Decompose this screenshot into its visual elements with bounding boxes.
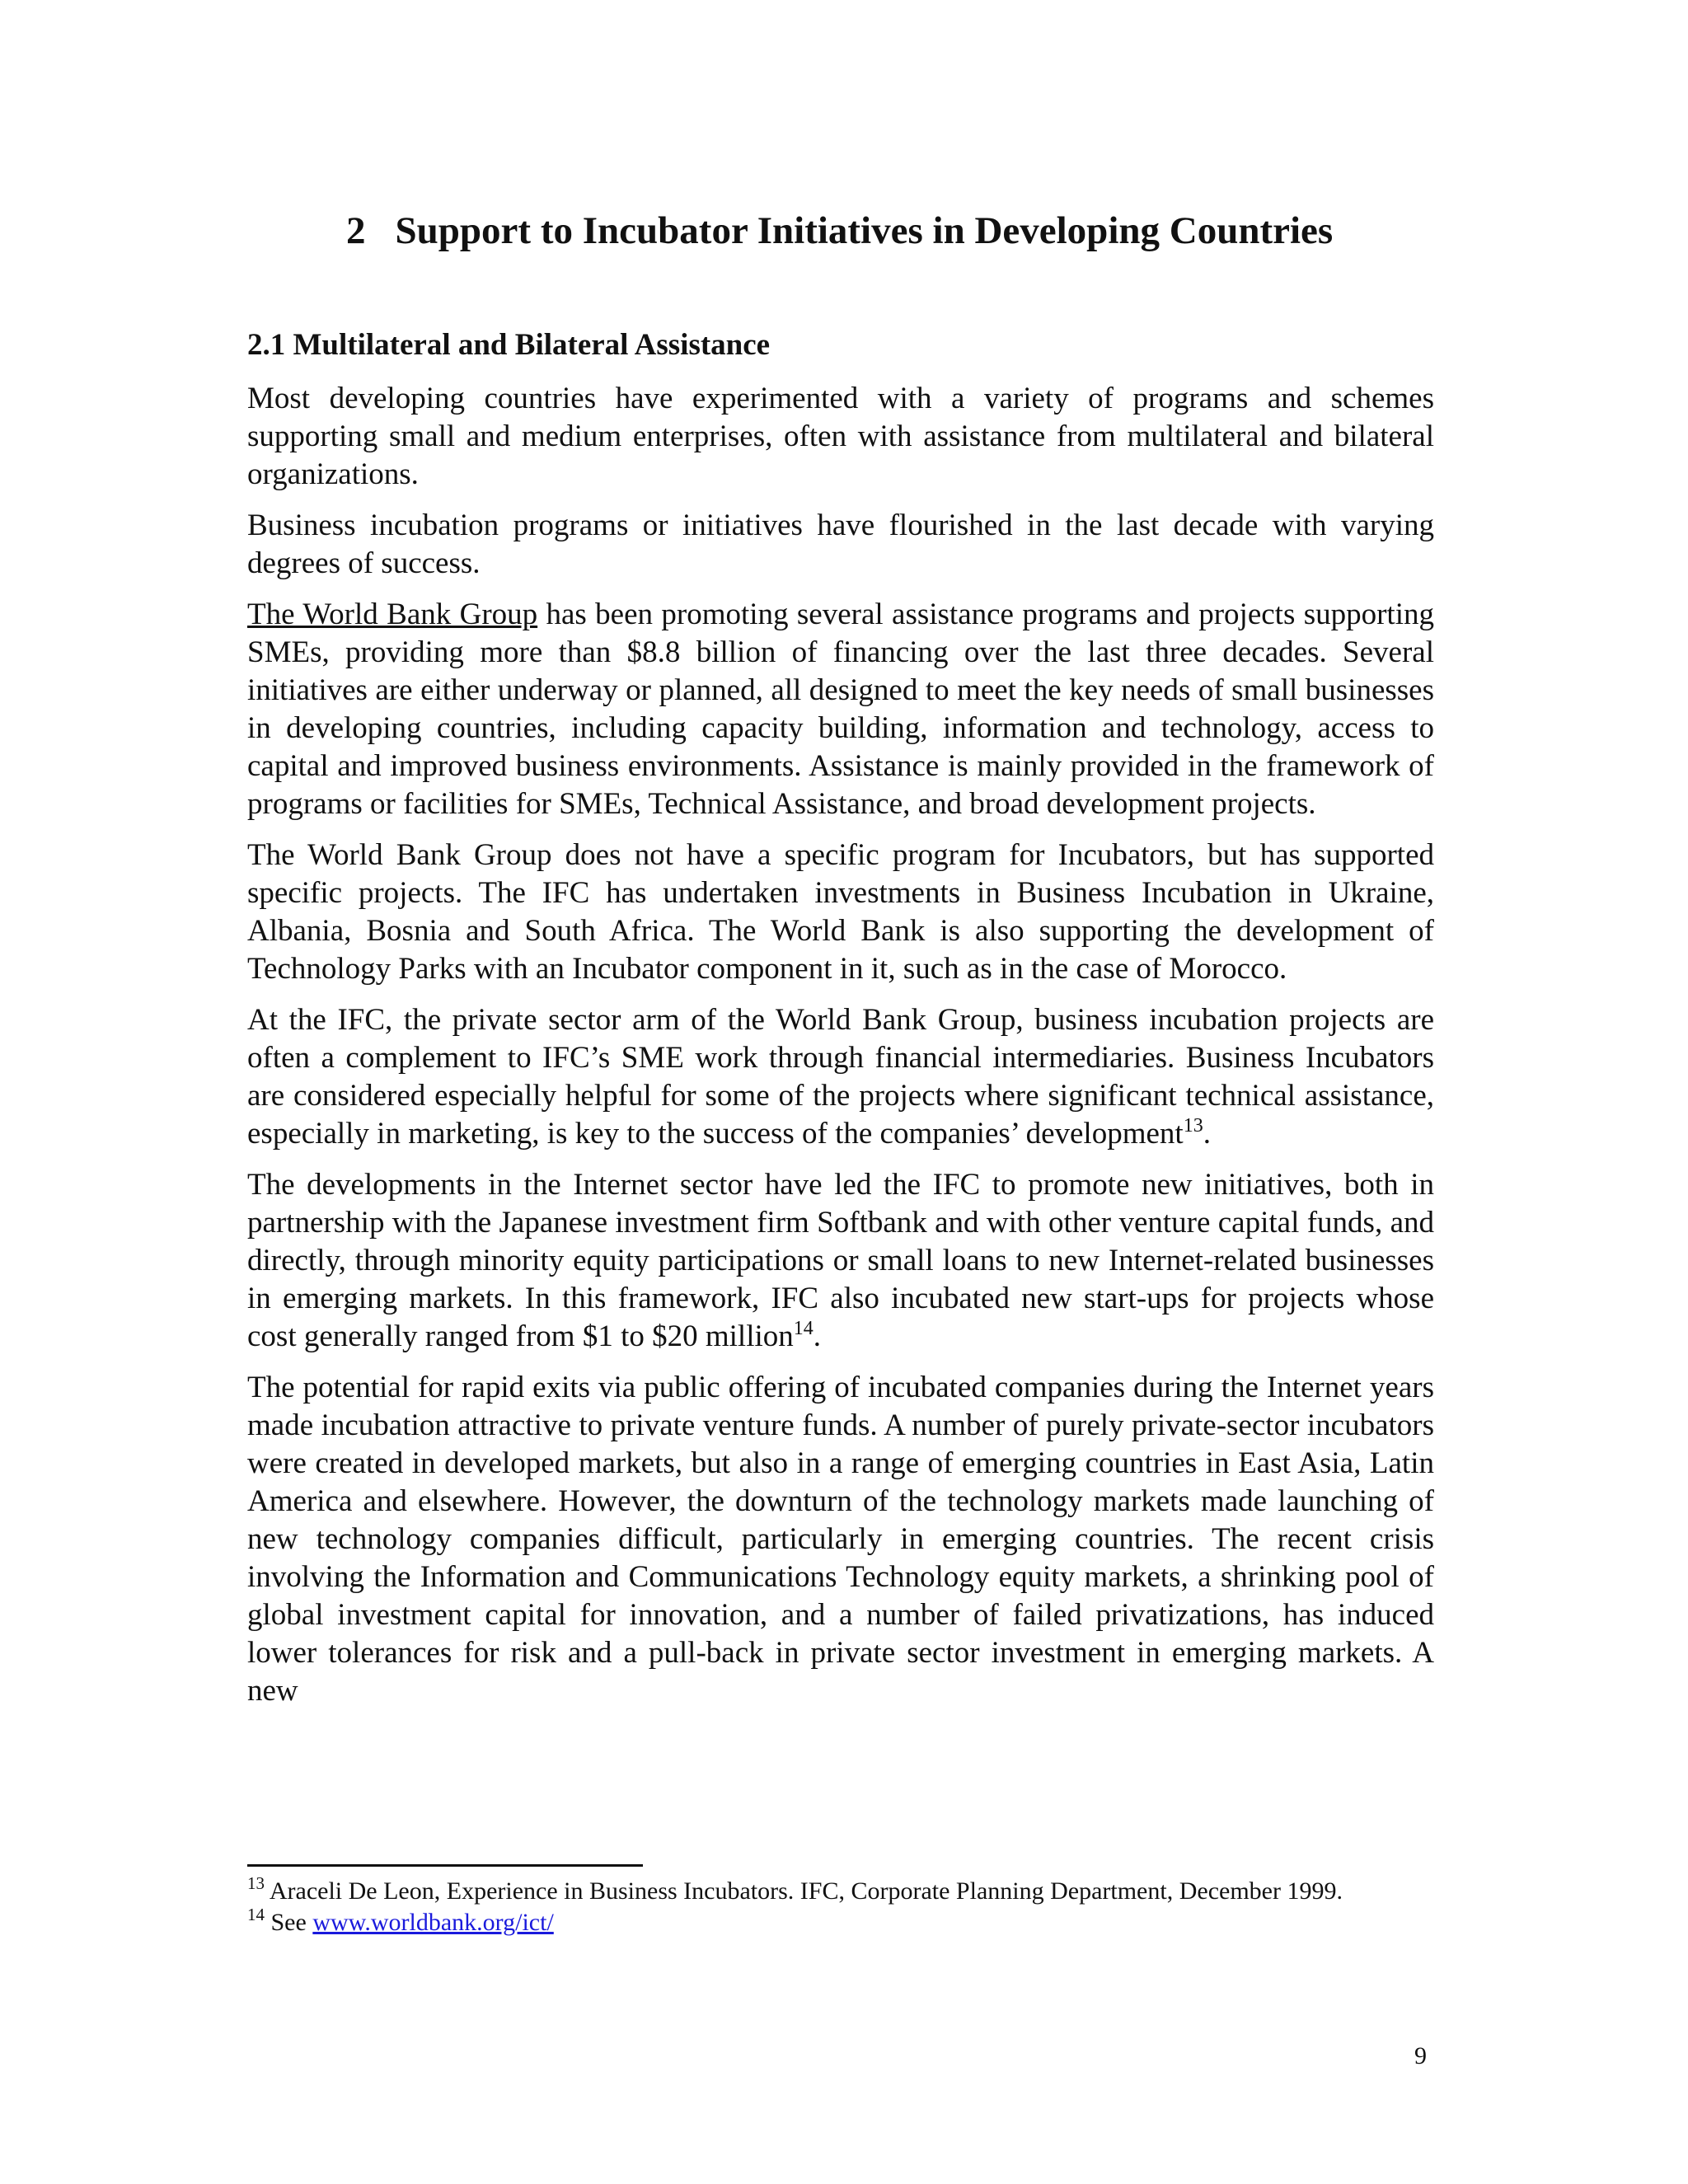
page-number: 9 — [1414, 2042, 1427, 2069]
footnote-divider — [247, 1864, 643, 1867]
worldbank-ict-link[interactable]: www.worldbank.org/ict/ — [312, 1909, 554, 1936]
chapter-title-text: Support to Incubator Initiatives in Developing Countries — [395, 209, 1334, 252]
paragraph-3 — [247, 596, 1434, 823]
paragraph-5-end: . — [1203, 1117, 1211, 1151]
footnote-14 — [247, 1907, 1434, 1938]
section-heading: 2.1 Multilateral and Bilateral Assistance — [247, 328, 771, 362]
paragraph-4: The World Bank Group does not have a specific program for Incubators, but has supported specific projects. The IFC has undertaken investments in Business Incubation in Ukraine, Albania, Bosnia and South Africa. The World Bank is also supporting the development of Technology Parks with an Incubator component in it, such as in the case of Morocco. — [247, 838, 1434, 986]
footnote-number-14: 14 — [247, 1905, 265, 1924]
footnote-ref-14[interactable]: 14 — [793, 1318, 814, 1339]
paragraph-3-text: has been promoting several assistance programs and projects supporting SMEs, providing more than $8.8 billion of financing over the last three decades. Several initiatives are either underway or planned, all designed to meet the key needs of small businesses in developing countries, including capacity building, information and technology, access to capital and improved business environments. Assistance is mainly provided in the framework of programs or facilities for SMEs, Technical Assistance, and broad development projects. — [247, 598, 1434, 821]
footnotes — [247, 1873, 1434, 1938]
paragraph-2: Business incubation programs or initiatives have flourished in the last decade with varying degrees of success. — [247, 509, 1434, 580]
paragraph-6-text: The developments in the Internet sector have led the IFC to promote new initiatives, both in partnership with the Japanese investment firm Softbank and with other venture capital funds, and directly, through minority equity participations or small loans to new Internet-related businesses in emerging markets. In this framework, IFC also incubated new start-ups for projects whose cost generally ranged from $1 to $20 million — [247, 1168, 1434, 1353]
paragraph-6 — [247, 1166, 1434, 1356]
paragraph-1: Most developing countries have experimented with a variety of programs and schemes supporting small and medium enterprises, often with assistance from multilateral and bilateral organizations. — [247, 382, 1434, 491]
paragraph-5-text: At the IFC, the private sector arm of the World Bank Group, business incubation projects are often a complement to IFC’s SME work through financial intermediaries. Business Incubators are considered especially helpful for some of the projects where significant technical assistance, especially in marketing, is key to the success of the companies’ development — [247, 1003, 1434, 1151]
world-bank-group-underlined: The World Bank Group — [247, 598, 538, 631]
footnote-13-text: Araceli De Leon, Experience in Business Incubators. IFC, Corporate Planning Department, December 1999. — [265, 1877, 1343, 1905]
footnote-ref-13[interactable]: 13 — [1183, 1115, 1203, 1137]
footnote-number-13: 13 — [247, 1873, 265, 1893]
body-text — [247, 380, 1434, 1723]
paragraph-5 — [247, 1001, 1434, 1153]
chapter-title — [346, 209, 1333, 253]
paragraph-7: The potential for rapid exits via public offering of incubated companies during the Internet years made incubation attractive to private venture funds. A number of purely private-sector incubators were created in developed markets, but also in a range of emerging countries in East Asia, Latin America and elsewhere. However, the downturn of the technology markets made launching of new technology companies difficult, particularly in emerging countries. The recent crisis involving the Information and Communications Technology equity markets, a shrinking pool of global investment capital for innovation, and a number of failed privatizations, has induced lower tolerances for risk and a pull-back in private sector investment in emerging markets. A new — [247, 1371, 1434, 1708]
footnote-14-prefix: See — [265, 1909, 313, 1936]
chapter-number: 2 — [346, 209, 366, 252]
footnote-13 — [247, 1873, 1434, 1907]
paragraph-6-end: . — [813, 1319, 822, 1353]
